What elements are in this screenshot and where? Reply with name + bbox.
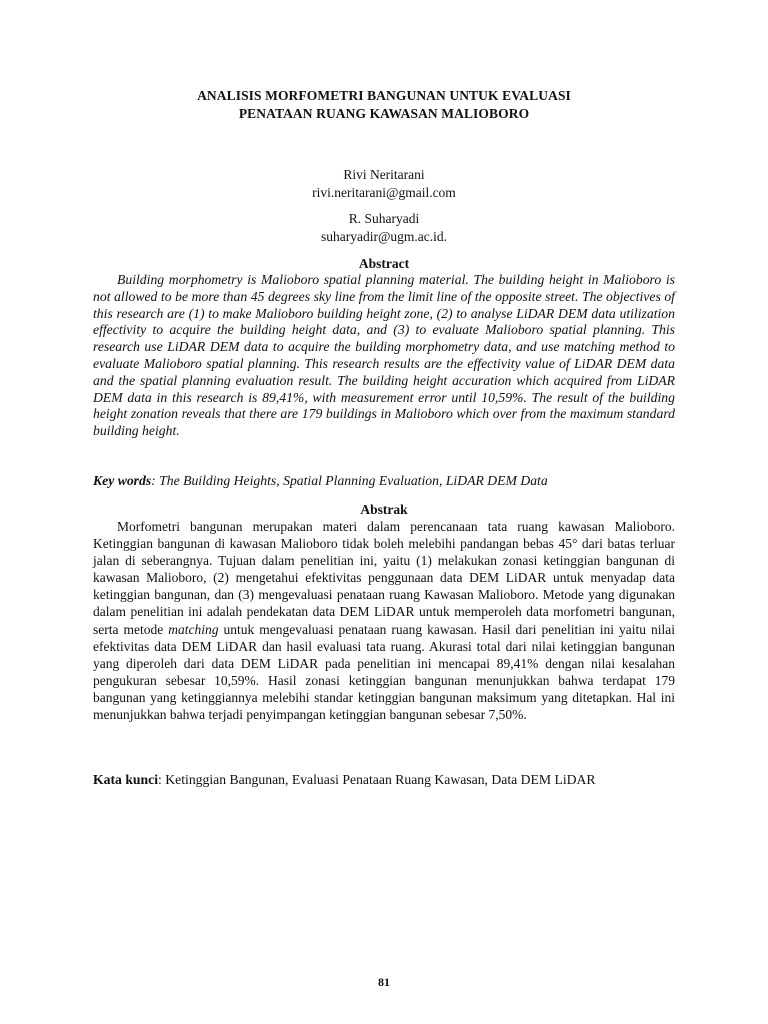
abstrak-italic-term: matching <box>168 621 219 637</box>
abstrak-text-part-2: untuk mengevaluasi penataan ruang kawasan. Hasil dari penelitian ini yaitu nilai efektivitas data DEM LiDAR dan hasil evaluasi tata ruang. Akurasi total dari nilai ketinggian bangunan yang diperoleh dari data DEM LiDAR pada penelitian ini mencapai 89,41% dengan nilai kesalahan pengukuran sebesar 10,59%. Hasil zonasi ketinggian bangunan menunjukkan bahwa terdapat 179 bangunan yang ketinggiannya melebihi standar ketinggian bangunan maksimum yang ditetapkan. Hal ini menunjukkan bahwa terjadi penyimpangan ketinggian bangunan sebesar 7,50%. <box>93 621 675 723</box>
abstrak-text-part-1: Morfometri bangunan merupakan materi dalam perencanaan tata ruang kawasan Malioboro. Ketinggian bangunan di kawasan Malioboro tidak boleh melebihi pandangan bebas 45° dari batas terluar jalan di seberangnya. Tujuan dalam penelitian ini, yaitu (1) melakukan zonasi ketinggian bangunan di kawasan Malioboro, (2) mengetahui efektivitas penggunaan data DEM LiDAR untuk menyadap data ketinggian bangunan, dan (3) mengevaluasi penataan ruang Kawasan Malioboro. Metode yang digunakan dalam penelitian ini adalah pendekatan data DEM LiDAR untuk memperoleh data morfometri bangunan, serta metode <box>93 519 675 637</box>
page-number: 81 <box>378 975 390 989</box>
keywords-text: : The Building Heights, Spatial Planning Evaluation, LiDAR DEM Data <box>151 473 548 488</box>
abstract-heading: Abstract <box>358 256 410 271</box>
kata-kunci-line <box>93 772 675 788</box>
author-block-1 <box>92 166 676 202</box>
author-block-2 <box>92 210 676 246</box>
kata-kunci-text: : Ketinggian Bangunan, Evaluasi Penataan Ruang Kawasan, Data DEM LiDAR <box>158 772 596 787</box>
author-email: rivi.neritarani@gmail.com <box>312 185 456 200</box>
author-name: Rivi Neritarani <box>343 167 425 182</box>
abstrak-heading: Abstrak <box>360 502 408 517</box>
abstrak-body <box>93 518 675 723</box>
paper-title <box>92 87 676 123</box>
author-email: suharyadir@ugm.ac.id. <box>320 229 448 244</box>
kata-kunci-label: Kata kunci <box>93 772 159 787</box>
title-line-1: ANALISIS MORFOMETRI BANGUNAN UNTUK EVALUASI <box>197 88 571 103</box>
keywords-label: Key words <box>93 473 152 488</box>
abstract-body: Building morphometry is Malioboro spatial planning material. The building height in Malioboro is not allowed to be more than 45 degrees sky line from the limit line of the opposite street. The objectives of this research are (1) to make Malioboro building height zone, (2) to analyse LiDAR DEM data utilization effectivity to acquire the building height data, and (3) to evaluate Malioboro spatial planning. This research use LiDAR DEM data to acquire the building morphometry data, and use matching method to evaluate Malioboro spatial planning. This research results are the effectivity value of LiDAR DEM data and the spatial planning evaluation result. The building height accuration which acquired from LiDAR DEM data in this research is 89,41%, with measurement error until 10,59%. The result of the building height zonation reveals that there are 179 buildings in Malioboro which over from the maximum standard building height. <box>93 272 675 439</box>
keywords-line <box>93 473 675 489</box>
author-name: R. Suharyadi <box>348 211 420 226</box>
title-line-2: PENATAAN RUANG KAWASAN MALIOBORO <box>238 106 530 121</box>
